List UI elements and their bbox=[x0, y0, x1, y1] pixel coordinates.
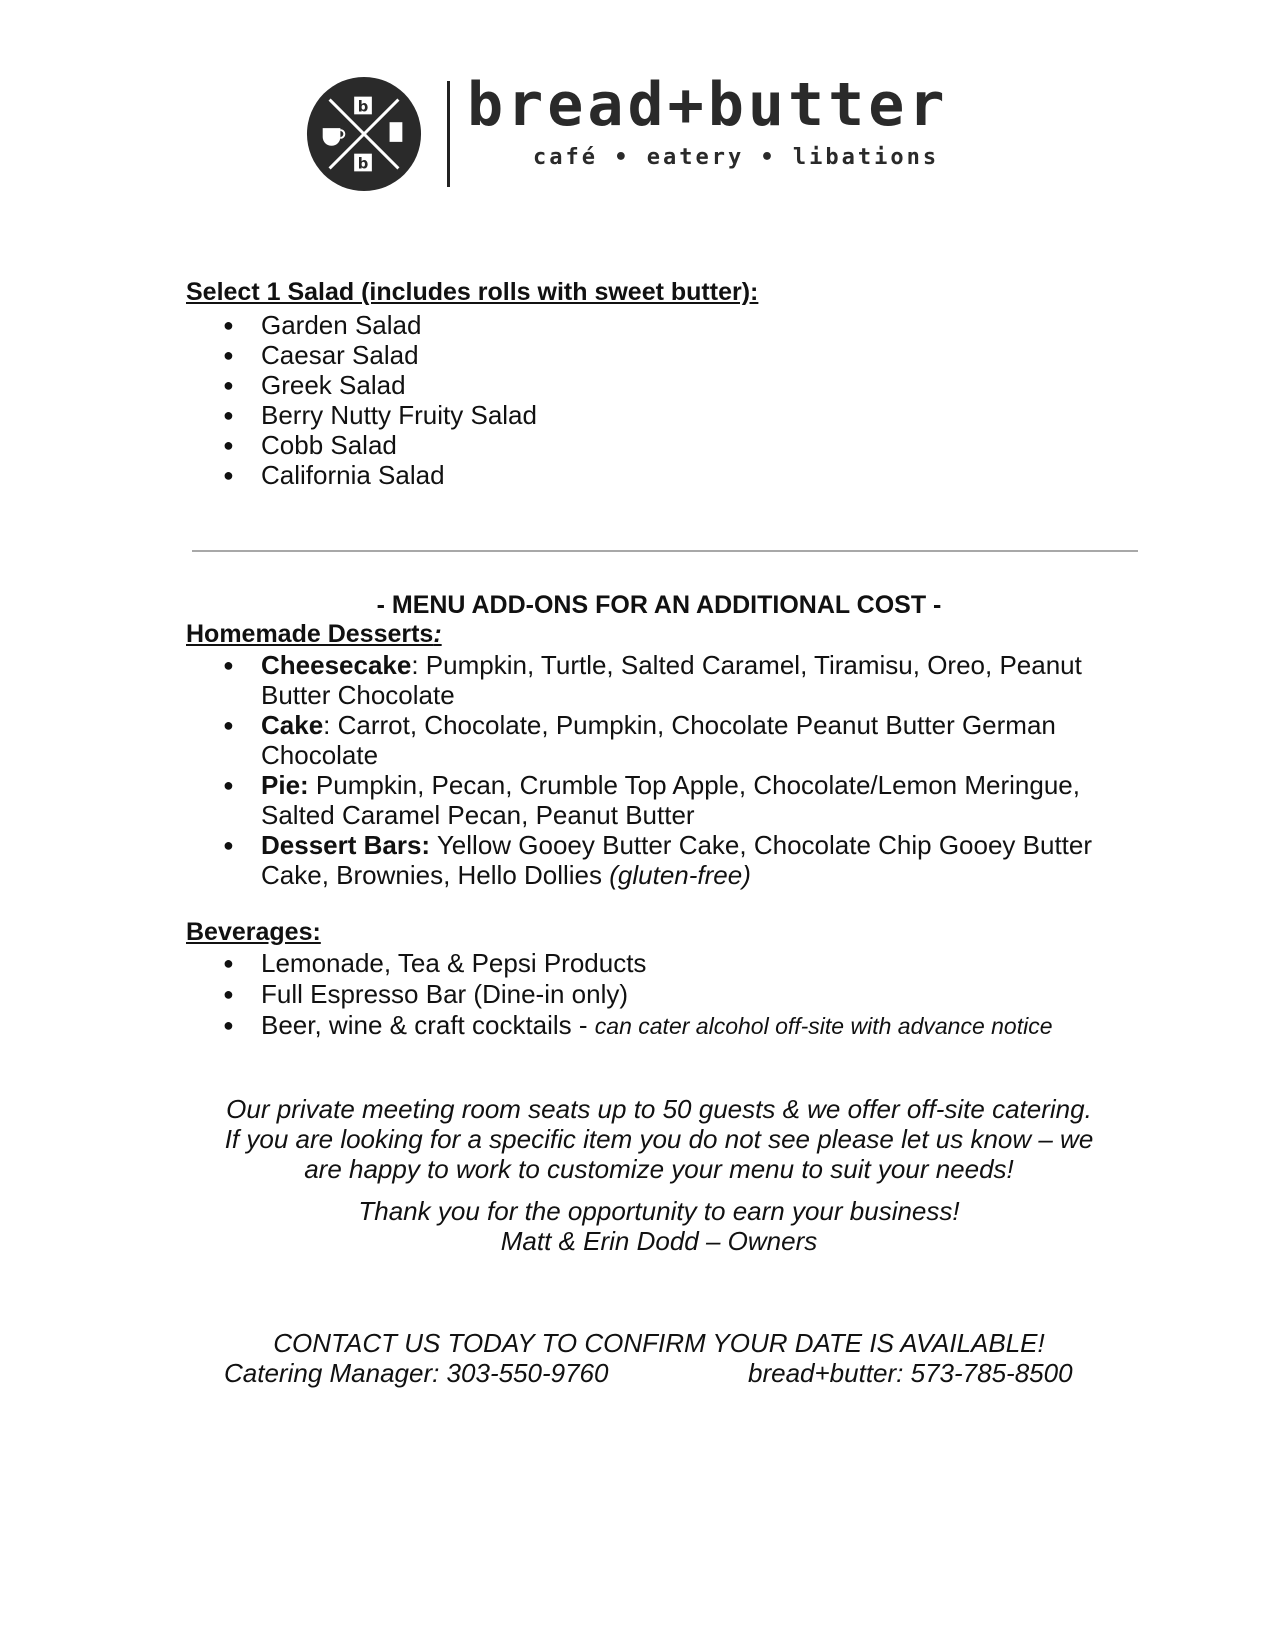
beverage-text: Lemonade, Tea & Pepsi Products bbox=[261, 948, 647, 978]
dessert-text: Yellow Gooey Butter Cake, Chocolate Chip Gooey Butter Cake, Brownies, Hello Dollies bbox=[261, 830, 1093, 890]
dessert-item bbox=[186, 830, 1132, 890]
beverage-item bbox=[186, 1010, 1146, 1041]
thanks-text: Thank you for the opportunity to earn your business! bbox=[358, 1196, 960, 1226]
salad-item: ● Caesar Salad bbox=[186, 340, 1146, 370]
divider-line bbox=[192, 550, 1138, 552]
dessert-label: Pie: bbox=[261, 770, 309, 800]
dessert-item bbox=[186, 770, 1132, 830]
logo-mark-icon bbox=[305, 75, 423, 193]
svg-text:b: b bbox=[357, 155, 369, 173]
salad-item: ● Cobb Salad bbox=[186, 430, 1146, 460]
beverage-text: Full Espresso Bar (Dine-in only) bbox=[261, 979, 629, 1009]
dessert-label: Cheesecake bbox=[261, 650, 412, 680]
salad-heading: Select 1 Salad (includes rolls with sweet butter): bbox=[186, 278, 759, 306]
dessert-label: Dessert Bars: bbox=[261, 830, 431, 860]
beverage-item bbox=[186, 948, 1146, 979]
logo-divider bbox=[447, 81, 450, 187]
closing-line: Our private meeting room seats up to 50 guests & we offer off-site catering. bbox=[226, 1094, 1092, 1124]
contact-cta: CONTACT US TODAY TO CONFIRM YOUR DATE IS AVAILABLE! bbox=[273, 1328, 1045, 1358]
store-phone: bread+butter: 573-785-8500 bbox=[748, 1358, 1073, 1388]
salad-item: ● Garden Salad bbox=[186, 310, 1146, 340]
beverage-item bbox=[186, 979, 1146, 1010]
dessert-sep: : bbox=[323, 710, 331, 740]
svg-text:b: b bbox=[357, 98, 369, 116]
addons-title: - MENU ADD-ONS FOR AN ADDITIONAL COST - bbox=[376, 591, 942, 619]
closing-line: If you are looking for a specific item you do not see please let us know – we bbox=[224, 1124, 1094, 1154]
brand-name: bread+butter bbox=[467, 70, 949, 140]
closing-paragraph bbox=[186, 1094, 1132, 1184]
beverage-note: can cater alcohol off-site with advance notice bbox=[594, 1013, 1053, 1039]
salad-item: ● Berry Nutty Fruity Salad bbox=[186, 400, 1146, 430]
desserts-list bbox=[186, 650, 1132, 890]
beverage-text: Beer, wine & craft cocktails - bbox=[261, 1010, 595, 1040]
dessert-item bbox=[186, 650, 1132, 710]
dessert-note: (gluten-free) bbox=[609, 860, 751, 890]
thanks-block bbox=[186, 1196, 1132, 1256]
dessert-text: Carrot, Chocolate, Pumpkin, Chocolate Peanut Butter German Chocolate bbox=[261, 710, 1056, 770]
salad-item: ● California Salad bbox=[186, 460, 1146, 490]
dessert-sep: : bbox=[411, 650, 419, 680]
desserts-heading: Homemade Desserts: bbox=[186, 620, 442, 648]
beverages-heading: Beverages: bbox=[186, 918, 321, 946]
dessert-text: Pumpkin, Turtle, Salted Caramel, Tiramisu, Oreo, Peanut Butter Chocolate bbox=[261, 650, 1082, 710]
brand-tagline: café • eatery • libations bbox=[533, 145, 940, 170]
salad-item: ● Greek Salad bbox=[186, 370, 1146, 400]
dessert-text: Pumpkin, Pecan, Crumble Top Apple, Chocolate/Lemon Meringue, Salted Caramel Pecan, Peanut Butter bbox=[261, 770, 1080, 830]
catering-phone: Catering Manager: 303-550-9760 bbox=[224, 1358, 609, 1388]
closing-line: are happy to work to customize your menu to suit your needs! bbox=[304, 1154, 1014, 1184]
beverages-list bbox=[186, 948, 1146, 1041]
owners-text: Matt & Erin Dodd – Owners bbox=[500, 1226, 818, 1256]
dessert-label: Cake bbox=[261, 710, 324, 740]
dessert-item bbox=[186, 710, 1132, 770]
salad-list bbox=[186, 310, 1146, 490]
logo bbox=[305, 70, 1025, 195]
